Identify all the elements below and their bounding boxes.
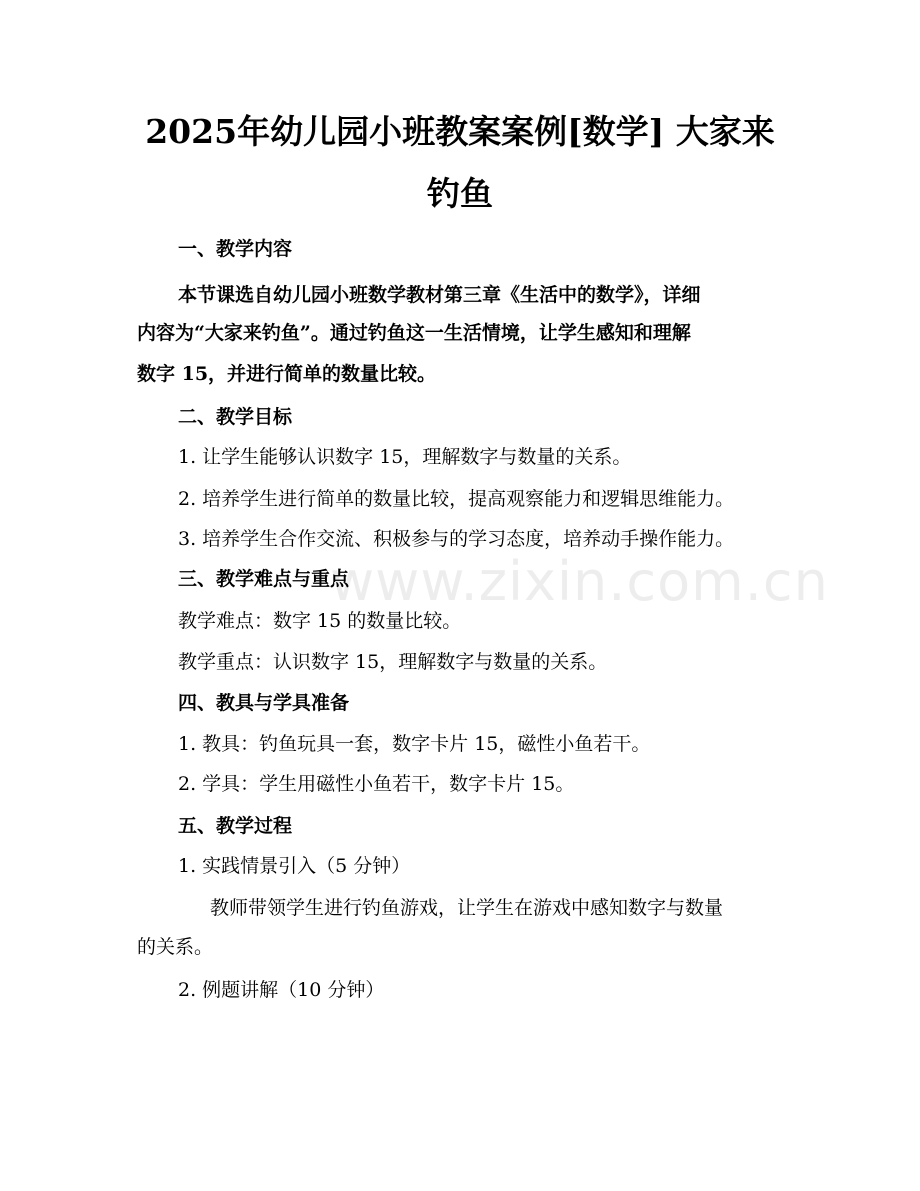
process-step: 2. 例题讲解（10 分钟） <box>178 979 385 1001</box>
section-heading-process: 五、教学过程 <box>178 815 293 837</box>
process-step-description: 教师带领学生进行钓鱼游戏，让学生在游戏中感知数字与数量 <box>210 897 724 919</box>
objective-item: 3. 培养学生合作交流、积极参与的学习态度，培养动手操作能力。 <box>178 528 735 550</box>
objective-item: 1. 让学生能够认识数字 15，理解数字与数量的关系。 <box>178 446 632 468</box>
content-paragraph-line: 本节课选自幼儿园小班数学教材第三章《生活中的数学》，详细 <box>178 284 701 306</box>
focus-text: 教学重点：认识数字 15，理解数字与数量的关系。 <box>178 651 608 673</box>
section-heading-content: 一、教学内容 <box>178 238 293 260</box>
section-heading-materials: 四、教具与学具准备 <box>178 692 350 714</box>
document-title-line-2: 钓鱼 <box>427 174 493 213</box>
materials-item: 2. 学具：学生用磁性小鱼若干，数字卡片 15。 <box>178 773 575 795</box>
section-heading-key-points: 三、教学难点与重点 <box>178 568 350 590</box>
difficulty-text: 教学难点：数字 15 的数量比较。 <box>178 610 462 632</box>
content-paragraph-line: 内容为“大家来钓鱼”。通过钓鱼这一生活情境，让学生感知和理解 <box>137 322 691 344</box>
process-step: 1. 实践情景引入（5 分钟） <box>178 855 411 877</box>
document-title-line-1: 2025年幼儿园小班教案案例[数学] 大家来 <box>145 112 775 151</box>
watermark-text: www.zixin.com.cn <box>330 550 829 613</box>
content-paragraph-line: 数字 15，并进行简单的数量比较。 <box>137 363 437 385</box>
process-step-description: 的关系。 <box>137 936 214 958</box>
objective-item: 2. 培养学生进行简单的数量比较，提高观察能力和逻辑思维能力。 <box>178 488 735 510</box>
section-heading-objectives: 二、教学目标 <box>178 406 293 428</box>
materials-item: 1. 教具：钓鱼玩具一套，数字卡片 15，磁性小鱼若干。 <box>178 733 651 755</box>
